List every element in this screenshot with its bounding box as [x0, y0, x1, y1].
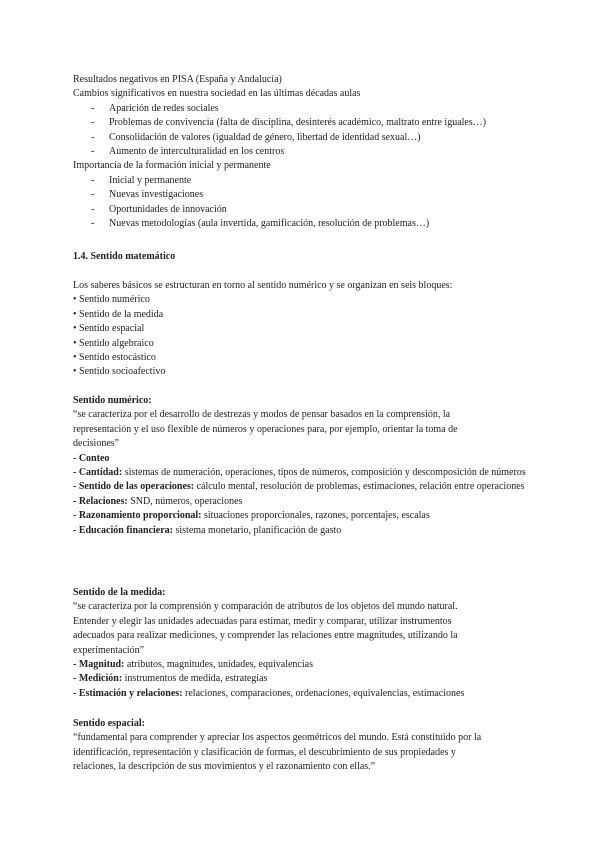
list-item: - Conteo: [73, 452, 110, 464]
list-item: - Cantidad: sistemas de numeración, operaciones, tipos de números, composición y descomposición de números: [73, 467, 526, 479]
changes-list: [73, 102, 535, 160]
quote-line: adecuados para realizar mediciones, y comprender las relaciones entre magnitudes, utilizando la: [73, 630, 458, 642]
list-item: • Sentido algebraico: [73, 337, 154, 349]
espacial-title: Sentido espacial:: [73, 718, 145, 729]
quote-line: representación y el uso flexible de números y operaciones para, por ejemplo, orientar la toma de: [73, 423, 458, 435]
list-item: - Aumento de interculturalidad en los centros: [91, 146, 285, 158]
section-heading: 1.4. Sentido matemático: [73, 251, 176, 262]
list-item: - Sentido de las operaciones: cálculo mental, resolución de problemas, estimaciones, relación entre operaciones: [73, 481, 525, 493]
list-item: - Estimación y relaciones: relaciones, comparaciones, ordenaciones, equivalencias, estimaciones: [73, 687, 465, 699]
list-item: - Nuevas investigaciones: [91, 189, 204, 201]
changes-line: Cambios significativos en nuestra sociedad en las últimas décadas aulas: [73, 88, 361, 100]
list-item: - Magnitud: atributos, magnitudes, unidades, equivalencias: [73, 659, 313, 671]
list-item: - Nuevas metodologías (aula invertida, gamificación, resolución de problemas…): [91, 218, 430, 230]
list-item: - Inicial y permanente: [91, 174, 192, 186]
quote-line: identificación, representación y clasificación de formas, el descubrimiento de sus propiedades y: [73, 746, 456, 758]
list-item: - Educación financiera: sistema monetario, planificación de gasto: [73, 524, 342, 536]
list-item: • Sentido espacial: [73, 323, 145, 335]
list-item: - Razonamiento proporcional: situaciones proporcionales, razones, porcentajes, escalas: [73, 510, 430, 522]
medida-title: Sentido de la medida:: [73, 587, 166, 598]
quote-line: Entender y elegir las unidades adecuadas para estimar, medir y comparar, utilizar instrumentos: [73, 615, 452, 627]
section-intro-text: Los saberes básicos se estructuran en torno al sentido numérico y se organizan en seis bloques:: [73, 280, 453, 291]
list-item: • Sentido de la medida: [73, 308, 164, 320]
medida-section: [73, 586, 535, 701]
list-item: • Sentido estocástico: [73, 352, 156, 364]
quote-line: relaciones, la descripción de sus movimientos y el razonamiento con ellas.”: [73, 761, 376, 773]
quote-line: decisiones”: [73, 438, 120, 450]
list-item: - Problemas de convivencia (falta de disciplina, desinterés académico, maltrato entre iguales…): [91, 117, 487, 129]
list-item: • Sentido socioafectivo: [73, 366, 166, 378]
list-item: - Relaciones: SND, números, operaciones: [73, 495, 243, 507]
numerico-title: Sentido numérico:: [73, 395, 152, 406]
intro-notes: [73, 73, 535, 231]
quote-line: “fundamental para comprender y apreciar los aspectos geométricos del mundo. Está constituido por la: [73, 732, 482, 744]
formation-line: Importancia de la formación inicial y permanente: [73, 160, 271, 172]
espacial-section: [73, 717, 535, 775]
quote-line: “se caracteriza por la comprensión y comparación de atributos de los objetos del mundo natural.: [73, 601, 458, 613]
list-item: - Aparición de redes sociales: [91, 102, 219, 114]
list-item: - Oportunidades de innovación: [91, 203, 227, 215]
quote-line: “se caracteriza por el desarrollo de destrezas y modos de pensar basados en la comprensión, la: [73, 409, 451, 421]
numerico-section: [73, 394, 535, 538]
quote-line: experimentación”: [73, 644, 145, 656]
formation-list: [73, 174, 535, 232]
list-item: - Medición: instrumentos de medida, estrategias: [73, 673, 268, 685]
section-intro: [73, 279, 535, 380]
list-item: - Consolidación de valores (igualdad de género, libertad de identidad sexual…): [91, 131, 421, 143]
list-item: • Sentido numérico: [73, 294, 150, 306]
pisa-line: Resultados negativos en PISA (España y Andalucía): [73, 74, 282, 85]
